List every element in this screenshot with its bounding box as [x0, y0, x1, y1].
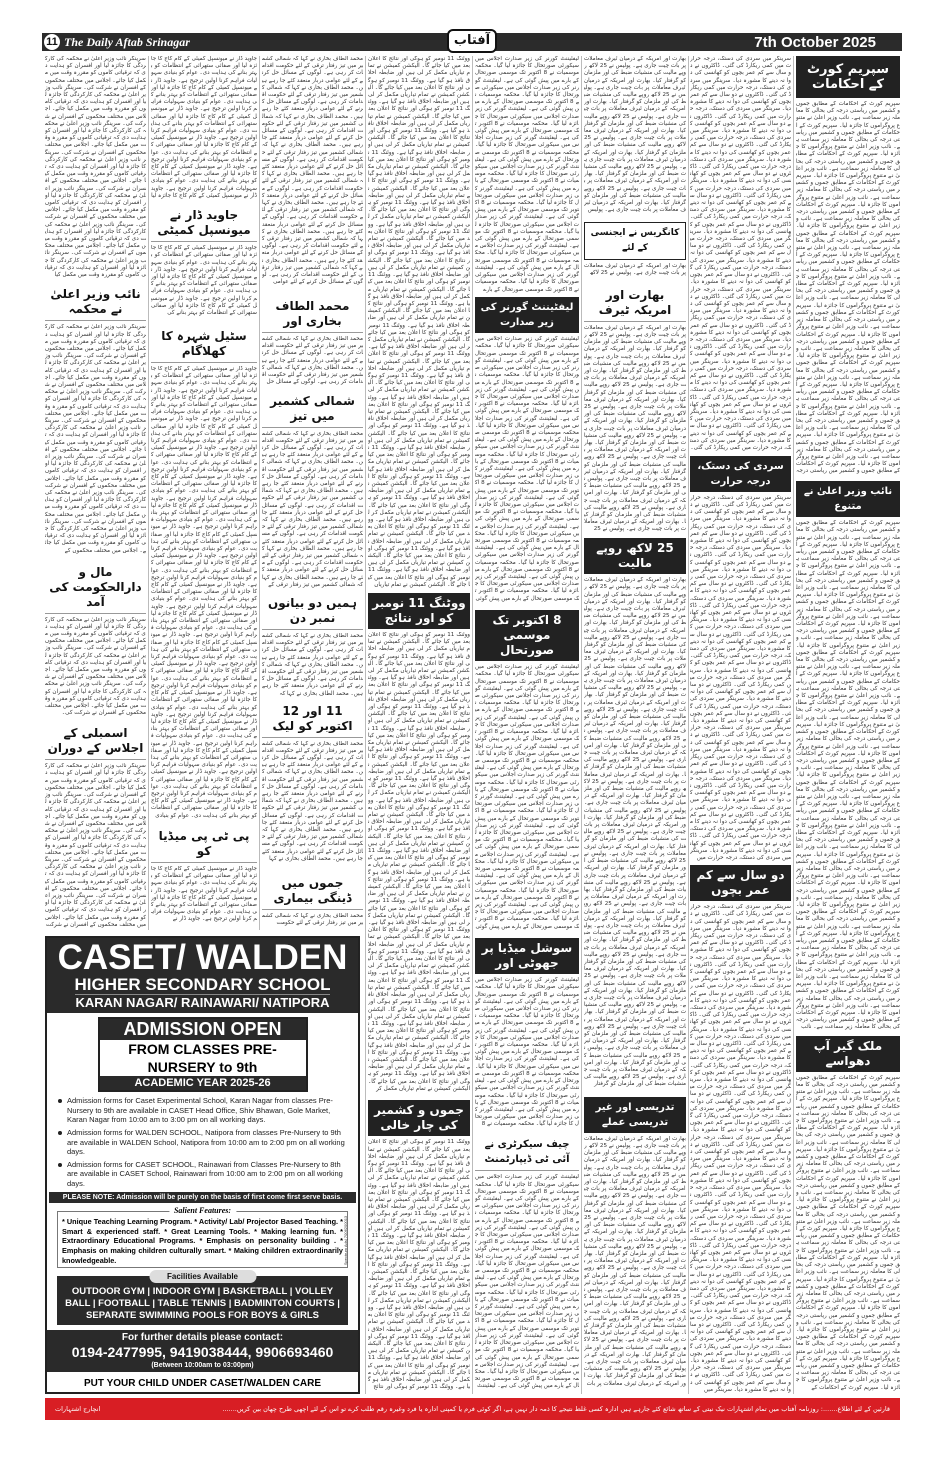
admission-info: Admission forms for CASET SCHOOL, Rainawari from Classes Pre-Nursery to 8th are available in CASET School, Rainawari from 10:00 am to 2:00 pm on all working days.	[67, 1160, 350, 1188]
ad-tagline: PUT YOUR CHILD UNDER CASET/WALDEN CARE	[83, 1377, 322, 1389]
headline[interactable]: بھارت اور امریکہ ٹیرف	[584, 285, 686, 322]
headline[interactable]: 25 لاکھ روپے مالیت	[584, 538, 686, 574]
school-advertisement[interactable]	[45, 936, 360, 1394]
column-6-text: بھارت اور امریکہ کے درمیان ٹیرف معاملات پر بات چیت جاری ہے۔ پولیس نے 25 لاکھ روپے مالیت کی منشیات ضبط کی اور ملزمان کو گرفتار کیا۔ بھارت اور امریکہ کے درمیان ٹیرف معاملات پر بات چیت جاری ہے۔ پولیس نے 25 لاکھ روپے مالیت کی منشیات ضبط کی اور ملزمان کو گرفتار کیا۔ بھارت اور امریکہ کے درمیان ٹیرف معاملات پر بات چیت جاری ہے۔ پولیس نے 25 لاکھ روپے مالیت کی منشیات ضبط کی اور ملزمان کو گرفتار کیا۔ بھارت اور امریکہ کے درمیان ٹیرف معاملات پر بات چیت جاری ہے۔ پولیس نے 25 لاکھ روپے مالیت کی منشیات ضبط کی اور ملزمان کو گرفتار کیا۔ بھارت اور امریکہ کے درمیان ٹیرف معاملات پر بات چیت جاری ہے۔ پولیس نے 25 لاکھ روپے مالیت کی منشیات ضبط کی اور ملزمان کو گرفتار کیا۔ بھارت اور امریکہ کے درمیان ٹیرف معاملات پر بات چیت جاری ہے۔ پولیس نے 25 لاکھ روپے مالیت کی منشیات ضبط کی اور ملزمان کو گرفتار کیا۔ بھارت اور امریکہ کے درمیان ٹیرف معاملات پر بات چیت جاری ہے۔ پولیس	[584, 56, 686, 214]
column-divider	[259, 56, 260, 930]
column-3-text: محمد الطاف بخاری نے کہا کہ شمالی کشمیر میں تیز رفتار ترقی کے لئے حکومت اقدامات کر رہی ہے۔ لوگوں کے مسائل حل کرنے کے لئے عوامی دربار منعقد کئے جا رہے ہیں۔ محمد الطاف بخاری نے کہا کہ شمالی کشمیر میں تیز رفتار ترقی کے لئے حکومت اقدامات کر رہی ہے۔ لوگوں کے مسائل حل کرنے کے لئے عوامی دربار منعقد کئے جا رہے ہیں۔ محمد الطاف بخاری نے کہا کہ	[262, 632, 363, 697]
column-8-text: سپریم کورٹ کے احکامات کے مطابق جموں و کشمیر میں ریاستی درجہ کی بحالی کا معاملہ زیر سماعت ہے۔ نائب وزیر اعلیٰ نے متنوع پروگراموں کا جائزہ لیا۔ سپریم کورٹ کے احکامات کے مطابق جموں و کشمیر میں ریاستی درجہ کی بحالی کا معاملہ زیر سماعت ہے۔ نائب وزیر اعلیٰ نے متنوع پروگراموں کا جائزہ لیا۔ سپریم کورٹ کے احکامات کے مطابق جموں و کشمیر میں ریاستی درجہ کی بحالی کا معاملہ زیر سماعت ہے۔ نائب وزیر اعلیٰ نے متنوع پروگراموں کا جائزہ لیا۔ سپریم کورٹ کے احکامات کے مطابق جموں و کشمیر میں ریاستی درجہ کی بحالی کا معاملہ زیر سماعت ہے۔ نائب وزیر اعلیٰ نے متنوع پروگراموں کا جائزہ لیا۔ سپریم کورٹ کے احکامات کے مطابق جموں و کشمیر میں ریاستی درجہ کی بحالی کا معاملہ زیر سماعت ہے۔ نائب وزیر اعلیٰ نے متنوع پروگراموں کا جائزہ لیا۔ سپریم کورٹ کے احکامات کے مطابق جموں و کشمیر میں ریاستی درجہ کی بحالی کا معاملہ زیر سماعت ہے۔ نائب وزیر اعلیٰ نے متنوع پروگراموں کا جائزہ لیا۔ سپریم کورٹ کے احکامات کے مطابق جموں و کشمیر میں ریاستی درجہ کی بحالی کا معاملہ زیر سماعت ہے۔ نائب وزیر اعلیٰ نے متنوع پروگراموں کا جائزہ لیا۔ سپریم کورٹ کے احکامات کے مطابق جموں و کشمیر میں ریاستی درجہ کی بحالی کا معاملہ زیر سماعت ہے۔ نائب وزیر اعلیٰ نے متنوع پروگراموں کا جائزہ لیا۔ سپریم کورٹ کے احکامات کے مطابق جموں و کشمیر میں ریاستی درجہ کی بحالی کا معاملہ زیر سماعت ہے۔ نائب وزیر اعلیٰ نے متنوع پروگراموں کا جائزہ لیا۔ سپریم کورٹ کے احکامات کے مطابق جموں و کشمیر میں ریاستی درجہ کی بحالی کا معاملہ زیر سماعت ہے۔ نائب وزیر اعلیٰ نے متنوع پروگراموں کا جائزہ لیا۔ سپریم کورٹ کے احکامات کے مطابق جموں و کشمیر میں ریاستی درجہ کی بحالی کا معاملہ زیر سماعت ہے۔ نائب وزیر اعلیٰ نے متنوع پروگراموں کا جائزہ لیا۔ سپریم کورٹ کے احکامات کے مطابق جموں و کشمیر میں ریاستی درجہ کی بحالی کا معاملہ زیر سماعت ہے۔ نائب وزیر اعلیٰ نے متنوع پروگراموں کا جائزہ لیا۔ سپریم کورٹ کے احکامات کے مطابق جموں و کشمیر میں ریاستی درجہ کی بحالی کا معاملہ زیر سماعت ہے۔ نائب وزیر اعلیٰ نے متنوع پروگراموں کا جائزہ لیا۔ سپریم کورٹ کے احکامات کے مطابق جموں و کشمیر میں ریاستی درجہ کی بحالی کا معاملہ زیر سماعت ہے۔ نائب وزیر اعلیٰ نے متنوع پروگراموں کا جائزہ لیا۔ سپریم کورٹ کے احکامات کے مطابق جموں و کشمیر میں ریاستی درجہ	[796, 101, 900, 475]
headline[interactable]: لیفٹیننٹ گورنر کی زیر صدارت	[475, 297, 579, 333]
column-5-text: لیفٹیننٹ گورنر کی زیر صدارت اجلاس میں سیکورٹی صورتحال کا جائزہ لیا گیا۔ محکمہ موسمیات نے 8 اکتوبر تک موسمی صورتحال کے بارے میں پیش گوئی کی ہے۔ لیفٹیننٹ گورنر کی زیر صدارت اجلاس میں سیکورٹی صورتحال کا جائزہ لیا گیا۔ محکمہ موسمیات نے 8 اکتوبر تک موسمی صورتحال کے بارے میں پیش گوئی کی ہے۔ لیفٹیننٹ گورنر کی زیر صدارت اجلاس میں سیکورٹی صورتحال کا جائزہ لیا گیا۔ محکمہ موسمیات نے 8 اکتوبر تک موسمی صورتحال کے بارے میں پیش گوئی کی ہے۔ لیفٹیننٹ گورنر کی زیر صدارت اجلاس میں سیکورٹی صورتحال کا جائزہ لیا گیا۔ محکمہ موسمیات نے 8 اکتوبر تک موسمی صورتحال کے بارے میں پیش گوئی کی ہے۔ لیفٹیننٹ گورنر کی زیر صدارت اجلاس میں سیکورٹی صورتحال کا جائزہ لیا گیا۔ محکمہ موسمیات نے 8 اکتوبر تک موسمی صورتحال کے بارے میں پیش گوئی کی ہے۔ لیفٹیننٹ گورنر کی زیر صدارت اجلاس میں سیکورٹی صورتحال کا جائزہ لیا گیا۔ محکمہ موسمیات نے 8 اکتوبر تک موسمی صورتحال کے بارے میں پیش گوئی کی ہے۔ لیفٹیننٹ گورنر کی زیر صدارت اجلاس میں سیکورٹی صورتحال کا جائزہ لیا گیا۔ محکمہ موسمیات نے 8 اکتوبر تک موسمی صورتحال کے بارے میں پیش گوئی کی ہے۔ لیفٹیننٹ گورنر کی زیر صدارت اجلاس میں سیکورٹی صورتحال کا جائزہ لیا گیا۔ محکمہ موسمیات نے 8 اکتوبر تک موسمی صورتحال کے بارے میں پیش گوئی کی ہے۔ لیفٹیننٹ گورنر کی زیر صدارت اجلاس میں سیکورٹی صورتحال کا جائزہ لیا گیا۔ محکمہ موسمیات نے 8 اکتوبر تک موسمی صورتحال کے بارے میں پیش گوئی کی ہے۔ لیفٹیننٹ گورنر کی زیر صدارت اجلاس میں سیکورٹی صورتحال کا جائزہ لیا گیا۔ محکمہ موسمیات نے 8 اکتوبر تک موسمی صورتحال کے بارے میں پیش گوئی	[475, 336, 579, 602]
ad-subtitle: HIGHER SECONDARY SCHOOL	[74, 975, 331, 994]
admission-info: Admission forms for WALDEN SCHOOL, Natipora from classes Pre-Nursery to 9th are available in WALDEN School, Natipora from 10:00 am to 2:00 pm on all working days.	[67, 1128, 350, 1156]
headline[interactable]: ووٹنگ 11 نومبر کو اور نتائج	[368, 593, 470, 629]
admission-box	[98, 1017, 308, 1092]
contact-box	[47, 1330, 358, 1372]
column-5-text: لیفٹیننٹ گورنر کی زیر صدارت اجلاس میں سیکورٹی صورتحال کا جائزہ لیا گیا۔ محکمہ موسمیات نے 8 اکتوبر تک موسمی صورتحال کے بارے میں پیش گوئی کی ہے۔ لیفٹیننٹ گورنر کی زیر صدارت اجلاس میں سیکورٹی صورتحال کا جائزہ لیا گیا۔ محکمہ موسمیات نے 8 اکتوبر تک موسمی صورتحال کے بارے میں پیش گوئی کی ہے۔ لیفٹیننٹ گورنر کی زیر صدارت اجلاس میں سیکورٹی صورتحال کا جائزہ لیا گیا۔ محکمہ موسمیات نے 8 اکتوبر تک موسمی صورتحال کے بارے میں پیش گوئی کی ہے۔ لیفٹیننٹ گورنر کی زیر صدارت اجلاس میں سیکورٹی صورتحال کا جائزہ لیا گیا۔ محکمہ موسمیات نے 8 اکتوبر تک موسمی صورتحال کے بارے میں پیش گوئی کی ہے۔ لیفٹیننٹ گورنر کی زیر صدارت اجلاس میں سیکورٹی صورتحال کا جائزہ لیا گیا۔ محکمہ موسمیات نے 8 اکتوبر تک موسمی صورتحال کے بارے میں پیش گوئی کی ہے۔ لیفٹیننٹ گورنر کی زیر صدارت اجلاس میں سیکورٹی صورتحال کا جائزہ لیا گیا۔ محکمہ موسمیات نے 8 اکتوبر تک موسمی صورتحال کے بارے میں پیش گوئی کی ہے۔ لیفٹیننٹ گورنر کی زیر صدارت اجلاس میں سیکورٹی صورتحال کا جائزہ لیا گیا۔ محکمہ موسمیات نے 8 اکتوبر تک موسمی صورتحال کے بارے میں پیش گوئی کی ہے۔ لیفٹیننٹ گورنر کی زیر صدارت اجلاس میں سیکورٹی صورتحال کا جائزہ لیا گیا۔ محکمہ موسمیات نے 8 اکتوبر تک موسمی صورتحال کے بارے میں پیش گوئی کی ہے۔ لیفٹیننٹ	[475, 1174, 579, 1390]
headline[interactable]: شمالی کشمیر میں تیز	[262, 391, 363, 428]
column-5	[475, 56, 579, 1394]
column-divider	[148, 56, 149, 930]
column-4-text: ووٹنگ 11 نومبر کو ہوگی اور نتائج کا اعلان بعد میں کیا جائے گا۔ الیکشن کمیشن نے تمام تیاریاں مکمل کر لی ہیں اور ضابطہ اخلاق نافذ ہو گیا ہے۔ ووٹنگ 11 نومبر کو ہوگی اور نتائج کا اعلان بعد میں کیا جائے گا۔ الیکشن کمیشن نے تمام تیاریاں مکمل کر لی ہیں اور ضابطہ اخلاق نافذ ہو گیا ہے۔ ووٹنگ 11 نومبر کو ہوگی اور نتائج کا اعلان بعد میں کیا جائے گا۔ الیکشن کمیشن نے تمام تیاریاں مکمل کر لی ہیں اور ضابطہ اخلاق نافذ ہو گیا ہے۔ ووٹنگ 11 نومبر کو ہوگی اور نتائج کا اعلان بعد میں کیا جائے گا۔ الیکشن کمیشن نے تمام تیاریاں مکمل کر لی ہیں اور ضابطہ اخلاق نافذ ہو گیا ہے۔ ووٹنگ 11 نومبر کو ہوگی اور نتائج کا اعلان بعد میں کیا جائے گا۔ الیکشن کمیشن نے تمام تیاریاں مکمل کر لی ہیں اور ضابطہ اخلاق نافذ ہو گیا ہے۔ ووٹنگ 11 نومبر کو ہوگی اور نتائج کا اعلان بعد میں کیا جائے گا۔ الیکشن کمیشن نے تمام تیاریاں مکمل کر لی ہیں اور ضابطہ اخلاق نافذ ہو گیا ہے۔ ووٹنگ 11 نومبر کو ہوگی اور نتائج کا اعلان بعد میں کیا جائے گا۔ الیکشن کمیشن نے تمام تیاریاں مکمل کر لی ہیں اور ضابطہ اخلاق نافذ ہو گیا ہے۔ ووٹنگ 11 نومبر کو ہوگی اور نتائج کا اعلان بعد میں کیا جائے گا۔ الیکشن کمیشن نے تمام تیاریاں مکمل کر لی ہیں اور ضابطہ اخلاق نافذ ہو گیا ہے۔ ووٹنگ 11 نومبر کو ہوگی اور نتائج کا اعلان بعد میں کیا جائے گا۔ الیکشن کمیشن نے تمام تیاریاں مکمل کر لی ہیں اور ضابطہ اخلاق نافذ ہو گیا ہے۔ ووٹنگ 11 نومبر کو ہوگی اور نتائج کا اعلان بعد میں کیا جائے گا۔ الیکشن کمیشن نے تمام تیاریاں مکمل کر لی ہیں اور ضابطہ اخلاق نافذ ہو گیا ہے۔ ووٹنگ 11 نومبر کو ہوگی اور نتائج	[368, 1139, 470, 1391]
column-5-text: لیفٹیننٹ گورنر کی زیر صدارت اجلاس میں سیکورٹی صورتحال کا جائزہ لیا گیا۔ محکمہ موسمیات نے 8 اکتوبر تک موسمی صورتحال کے بارے میں پیش گوئی کی ہے۔ لیفٹیننٹ گورنر کی زیر صدارت اجلاس میں سیکورٹی صورتحال کا جائزہ لیا گیا۔ محکمہ موسمیات نے 8 اکتوبر تک موسمی صورتحال کے بارے میں پیش گوئی کی ہے۔ لیفٹیننٹ گورنر کی زیر صدارت اجلاس میں سیکورٹی صورتحال کا جائزہ لیا گیا۔ محکمہ موسمیات نے 8 اکتوبر تک موسمی صورتحال کے بارے میں پیش گوئی کی ہے۔ لیفٹیننٹ گورنر کی زیر صدارت اجلاس میں سیکورٹی صورتحال کا جائزہ لیا گیا۔ محکمہ موسمیات نے 8 اکتوبر تک موسمی صورتحال کے بارے میں پیش گوئی کی ہے۔ لیفٹیننٹ گورنر کی زیر صدارت اجلاس میں سیکورٹی صورتحال کا جائزہ لیا گیا۔ محکمہ موسمیات نے 8 اکتوبر تک موسمی صورتحال کے بارے میں پیش گوئی کی ہے۔ لیفٹیننٹ گورنر کی زیر صدارت اجلاس میں سیکورٹی صورتحال کا جائزہ لیا گیا۔ محکمہ موسمیات نے 8 اکتوبر تک موسمی صورتحال کے بارے میں پیش گوئی کی ہے۔ لیفٹیننٹ گورنر کی زیر صدارت اجلاس میں سیکورٹی صورتحال کا جائزہ لیا گیا۔ محکمہ موسمیات نے 8 اکتوبر تک موسمی صورتحال کے بارے میں پیش گوئی کی ہے۔ لیفٹیننٹ گورنر کی زیر صدارت اجلاس میں سیکورٹی صورتحال کا جائزہ لیا گیا۔ محکمہ موسمیات نے 8 اکتوبر تک موسمی صورتحال کے بارے میں پیش گوئی کی ہے۔ لیفٹیننٹ گورنر کی زیر صدارت اجلاس میں سیکورٹی صورتحال کا جائزہ لیا گیا۔ محکمہ موسمیات نے 8 اکتوبر تک موسمی صورتحال کے بارے	[475, 56, 579, 293]
headline[interactable]: دو سال سے کم عمر بچوں	[690, 865, 791, 901]
column-1	[45, 56, 146, 930]
headline[interactable]: اسمبلی کے اجلاس کے دوران	[45, 723, 146, 760]
column-2-text: جاوید ڈار نے میونسپل کمیٹی کے کام کاج کا جائزہ لیا اور صفائی ستھرائی کے انتظامات کو بہتر بنانے کی ہدایت دی۔ عوام کو بنیادی سہولیات فراہم کرنا اولین ترجیح ہے۔ جاوید ڈار نے میونسپل کمیٹی کے کام کاج کا جائزہ لیا اور صفائی ستھرائی کے انتظامات کو بہتر بنانے کی ہدایت دی۔ عوام کو بنیادی سہولیات فراہم کرنا اولین ترجیح ہے۔ جاوید ڈار نے میونسپل کمیٹی کے کام کاج کا جائزہ لیا اور صفائی ستھرائی کے انتظامات کو بہتر بنانے کی	[151, 245, 257, 317]
headline[interactable]: چیف سیکرٹری نے آئی ٹی ڈیپارٹمنٹ	[475, 1134, 579, 1171]
column-7-text: سرینگر میں سردی کی دستک، درجہ حرارت میں کمی ریکارڈ کی گئی۔ ڈاکٹروں نے دو سال سے کم عمر بچوں کو کھانسی کی دوا نہ دینے کا مشورہ دیا۔ سرینگر میں سردی کی دستک، درجہ حرارت میں کمی ریکارڈ کی گئی۔ ڈاکٹروں نے دو سال سے کم عمر بچوں کو کھانسی کی دوا نہ دینے کا مشورہ دیا۔ سرینگر میں سردی کی دستک، درجہ حرارت میں کمی ریکارڈ کی گئی۔ ڈاکٹروں نے دو سال سے کم عمر بچوں کو کھانسی کی دوا نہ دینے کا مشورہ دیا۔ سرینگر میں سردی کی دستک، درجہ حرارت میں کمی ریکارڈ کی گئی۔ ڈاکٹروں نے دو سال سے کم عمر بچوں کو کھانسی کی دوا نہ دینے کا مشورہ دیا۔ سرینگر میں سردی کی دستک، درجہ حرارت میں کمی ریکارڈ کی گئی۔ ڈاکٹروں نے دو سال سے کم عمر بچوں کو کھانسی کی دوا نہ دینے کا مشورہ دیا۔ سرینگر میں سردی کی دستک، درجہ حرارت میں کمی ریکارڈ کی گئی۔ ڈاکٹروں نے دو سال سے کم عمر بچوں کو کھانسی کی دوا نہ دینے کا مشورہ دیا۔ سرینگر میں سردی کی دستک، درجہ حرارت میں کمی ریکارڈ کی گئی۔ ڈاکٹروں نے دو سال سے کم عمر بچوں کو کھانسی کی دوا نہ دینے کا مشورہ دیا۔ سرینگر میں سردی کی دستک، درجہ حرارت میں کمی ریکارڈ کی گئی۔ ڈاکٹروں نے دو سال سے کم عمر بچوں کو کھانسی کی دوا نہ دینے کا مشورہ دیا۔ سرینگر میں سردی کی دستک، درجہ حرارت میں کمی ریکارڈ کی گئی۔ ڈاکٹروں نے دو سال سے کم عمر بچوں کو کھانسی کی دوا نہ دینے کا مشورہ دیا۔ سرینگر میں سردی کی دستک، درجہ حرارت میں کمی ریکارڈ کی گئی۔ ڈاکٹروں نے دو سال سے کم عمر بچوں کو کھانسی کی دوا نہ دینے کا مشورہ دیا۔ سرینگر میں سردی کی دستک، درجہ حرارت میں کمی ریکارڈ کی گئی۔ ڈاکٹروں نے دو سال سے کم عمر بچوں کو کھانسی کی دوا نہ دینے کا مشورہ دیا۔ سرینگر میں سردی کی دستک، درجہ حرارت میں کمی ریکارڈ کی گئی۔ ڈاکٹروں نے دو سال سے کم عمر بچوں کو کھانسی کی دوا نہ دینے کا مشورہ دیا۔ سرینگر میں سردی کی دستک، درجہ حرارت میں کمی ریکارڈ کی گئی۔ ڈاکٹروں نے دو سال سے کم عمر بچوں کو کھانسی کی دوا نہ دینے کا مشورہ دیا۔ سرینگر میں سردی کی دستک، درجہ حرارت میں کمی ریکارڈ کی گئی۔ ڈاکٹروں نے دو سال سے کم عمر بچوں کو کھانسی کی دوا نہ دینے کا مشورہ دیا۔ سرینگر میں سردی کی دستک، درجہ حرارت میں	[690, 494, 791, 861]
column-4-text: ووٹنگ 11 نومبر کو ہوگی اور نتائج کا اعلان بعد میں کیا جائے گا۔ الیکشن کمیشن نے تمام تیاریاں مکمل کر لی ہیں اور ضابطہ اخلاق نافذ ہو گیا ہے۔ ووٹنگ 11 نومبر کو ہوگی اور نتائج کا اعلان بعد میں کیا جائے گا۔ الیکشن کمیشن نے تمام تیاریاں مکمل کر لی ہیں اور ضابطہ اخلاق نافذ ہو گیا ہے۔ ووٹنگ 11 نومبر کو ہوگی اور نتائج کا اعلان بعد میں کیا جائے گا۔ الیکشن کمیشن نے تمام تیاریاں مکمل کر لی ہیں اور ضابطہ اخلاق نافذ ہو گیا ہے۔ ووٹنگ 11 نومبر کو ہوگی اور نتائج کا اعلان بعد میں کیا جائے گا۔ الیکشن کمیشن نے تمام تیاریاں مکمل کر لی ہیں اور ضابطہ اخلاق نافذ ہو گیا ہے۔ ووٹنگ 11 نومبر کو ہوگی اور نتائج کا اعلان بعد میں کیا جائے گا۔ الیکشن کمیشن نے تمام تیاریاں مکمل کر لی ہیں اور ضابطہ اخلاق نافذ ہو گیا ہے۔ ووٹنگ 11 نومبر کو ہوگی اور نتائج کا اعلان بعد میں کیا جائے گا۔ الیکشن کمیشن نے تمام تیاریاں مکمل کر لی ہیں اور ضابطہ اخلاق نافذ ہو گیا ہے۔ ووٹنگ 11 نومبر کو ہوگی اور نتائج کا اعلان بعد میں کیا جائے گا۔ الیکشن کمیشن نے تمام تیاریاں مکمل کر لی ہیں اور ضابطہ اخلاق نافذ ہو گیا ہے۔ ووٹنگ 11 نومبر کو ہوگی اور نتائج کا اعلان بعد میں کیا جائے گا۔ الیکشن کمیشن نے تمام تیاریاں مکمل کر لی ہیں اور ضابطہ اخلاق نافذ ہو گیا ہے۔ ووٹنگ 11 نومبر کو ہوگی اور نتائج کا اعلان بعد میں کیا جائے گا۔ الیکشن کمیشن نے تمام تیاریاں مکمل کر لی ہیں اور ضابطہ اخلاق نافذ ہو گیا ہے۔ ووٹنگ 11 نومبر کو ہوگی اور نتائج کا اعلان بعد میں کیا جائے گا۔ الیکشن کمیشن نے تمام تیاریاں مکمل کر لی ہیں اور ضابطہ اخلاق نافذ ہو گیا ہے۔ ووٹنگ 11 نومبر کو ہوگی اور نتائج کا اعلان بعد میں کیا جائے گا۔ الیکشن کمیشن نے تمام تیاریاں مکمل کر لی ہیں اور ضابطہ اخلاق نافذ ہو گیا ہے۔ ووٹنگ 11 نومبر کو ہوگی اور نتائج کا اعلان بعد میں کیا جائے گا۔ الیکشن کمیشن نے تمام تیاریاں مکمل کر لی ہیں اور ضابطہ اخلاق نافذ ہو گیا ہے۔ ووٹنگ 11 نومبر کو ہوگی اور نتائج کا اعلان بعد میں کیا جائے گا۔ الیکشن کمیشن نے تمام تیاریاں مکمل کر لی ہیں اور ضابطہ اخلاق نافذ ہو گیا ہے۔ ووٹنگ 11 نومبر کو ہوگی اور نتائج کا اعلان بعد میں کیا جائے گا۔ الیکشن کمیشن نے تمام تیاریاں مکمل کر لی ہیں اور ضابطہ اخلاق نافذ ہو گیا ہے۔ ووٹنگ 11 نومبر کو ہوگی اور نتائج کا اعلان بعد میں کیا جائے گا۔ الیکشن کمیشن نے تمام تیاریاں مکمل کر لی ہیں اور ضابطہ اخلاق نافذ ہو گیا ہے۔ ووٹنگ 11 نومبر کو ہوگی اور نتائج کا اعلان بعد میں کیا جائے گا۔ الیکشن کمیشن نے تمام تیاریاں مکمل کر لی ہیں اور ضابطہ اخلاق نافذ ہو گیا ہے۔ ووٹنگ 11 نومبر کو ہوگی اور نتائج کا اعلان بعد میں کیا جائے گا۔ الیکشن کمیشن نے تمام تیاریاں مکمل کر لی ہیں اور ضابطہ اخلاق نافذ ہو گیا ہے۔ ووٹنگ 11 نومبر کو ہوگی اور نتائج کا اعلان بعد میں کیا جائے گا۔ الیکشن کمیشن نے تمام تیاریاں مکمل کر لی ہیں اور ضابطہ اخلاق نافذ ہو گیا ہے۔ ووٹنگ 11 نومبر کو ہوگی اور نتائج کا اعلان بعد میں کیا جائے گا۔ الیکشن کمیشن نے تمام تیاریاں مکمل کر	[368, 631, 470, 1092]
column-3-text: محمد الطاف بخاری نے کہا کہ شمالی کشمیر میں تیز رفتار ترقی کے لئے حکومت اقدامات کر رہی ہے۔ لوگوں کے مسائل حل کرنے کے لئے عوامی دربار منعقد کئے جا رہے ہیں۔ محمد الطاف بخاری نے کہا کہ شمالی کشمیر میں تیز رفتار ترقی کے لئے حکومت اقدامات کر رہی ہے۔ لوگوں کے مسائل حل کرنے کے لئے عوامی دربار منعقد کئے جا رہے ہیں۔ محمد الطاف بخاری نے کہا کہ شمالی کشمیر میں تیز رفتار ترقی کے لئے حکومت اقدامات کر رہی ہے۔ لوگوں کے مسائل حل کرنے کے لئے عوامی دربار منعقد کئے جا رہے ہیں۔ محمد الطاف بخاری نے کہا کہ شمالی کشمیر میں تیز رفتار ترقی کے لئے حکومت اقدامات کر رہی ہے۔ لوگوں کے مسائل حل کرنے کے لئے عوامی دربار منعقد کئے جا رہے ہیں۔ محمد الطاف بخاری نے کہا کہ شمالی کشمیر میں تیز رفتار ترقی کے لئے حکومت اقدامات کر رہی ہے۔ لوگوں کے مسائل حل کرنے کے لئے عوامی دربار منعقد کئے جا رہے ہیں۔ محمد الطاف بخاری نے کہا کہ شمالی کشمیر میں تیز رفتار ترقی کے لئے حکومت اقدامات کر رہی ہے۔ لوگوں کے مسائل حل کرنے کے لئے عوامی دربار منعقد کئے جا رہے ہیں۔ محمد الطاف بخاری نے کہا کہ شمالی کشمیر میں تیز رفتار ترقی کے لئے حکومت اقدامات کر رہی ہے۔ لوگوں کے مسائل حل کرنے کے لئے عوامی دربار منعقد کئے جا رہے ہیں۔ محمد الطاف بخاری نے کہا کہ شمالی کشمیر میں تیز رفتار ترقی کے لئے حکومت اقدامات کر رہی ہے۔ لوگوں کے مسائل حل کرنے کے لئے عوامی	[262, 56, 363, 286]
headline[interactable]: ملک گیر آپ دھواسے	[796, 1036, 900, 1072]
headline[interactable]: سپریم کورٹ کے احکامات	[796, 56, 900, 98]
issue-date: 7th October 2025	[754, 34, 876, 51]
facilities-title: Facilities Available	[149, 1270, 256, 1283]
column-3-text: محمد الطاف بخاری نے کہا کہ شمالی کشمیر میں تیز رفتار ترقی کے لئے حکومت اقدامات کر رہی ہے۔ لوگوں کے مسائل حل کرنے کے لئے عوامی دربار منعقد کئے جا رہے ہیں۔ محمد الطاف بخاری نے کہا کہ شمالی کشمیر میں تیز رفتار ترقی کے لئے حکومت اقدامات کر رہی ہے۔ لوگوں کے مسائل حل کرنے کے لئے عوامی دربار منعقد کئے جا رہے ہیں۔ محمد الطاف بخاری نے کہا کہ شمالی کشمیر میں تیز رفتار ترقی کے لئے حکومت اقدامات کر رہی ہے۔ لوگوں کے مسائل حل کرنے کے لئے عوامی دربار منعقد کئے جا رہے ہیں۔ محمد الطاف بخاری نے کہا کہ شمالی کشمیر میں تیز رفتار ترقی کے لئے حکومت اقدامات کر رہی ہے۔ لوگوں کے مسائل حل کرنے کے لئے عوامی دربار منعقد کئے جا رہے ہیں۔ محمد الطاف بخاری نے کہا	[262, 740, 363, 862]
column-4	[368, 56, 470, 1394]
headline[interactable]: ہمیں دو بیانوں نمبر دن	[262, 593, 363, 630]
ad-school-name: CASET/ WALDEN	[57, 938, 348, 977]
masthead-bar	[42, 33, 902, 51]
column-divider	[581, 56, 582, 1394]
column-7-text: سرینگر میں سردی کی دستک، درجہ حرارت میں کمی ریکارڈ کی گئی۔ ڈاکٹروں نے دو سال سے کم عمر بچوں کو کھانسی کی دوا نہ دینے کا مشورہ دیا۔ سرینگر میں سردی کی دستک، درجہ حرارت میں کمی ریکارڈ کی گئی۔ ڈاکٹروں نے دو سال سے کم عمر بچوں کو کھانسی کی دوا نہ دینے کا مشورہ دیا۔ سرینگر میں سردی کی دستک، درجہ حرارت میں کمی ریکارڈ کی گئی۔ ڈاکٹروں نے دو سال سے کم عمر بچوں کو کھانسی کی دوا نہ دینے کا مشورہ دیا۔ سرینگر میں سردی کی دستک، درجہ حرارت میں کمی ریکارڈ کی گئی۔ ڈاکٹروں نے دو سال سے کم عمر بچوں کو کھانسی کی دوا نہ دینے کا مشورہ دیا۔ سرینگر میں سردی کی دستک، درجہ حرارت میں کمی ریکارڈ کی گئی۔ ڈاکٹروں نے دو سال سے کم عمر بچوں کو کھانسی کی دوا نہ دینے کا مشورہ دیا۔ سرینگر میں سردی کی دستک، درجہ حرارت میں کمی ریکارڈ کی گئی۔ ڈاکٹروں نے دو سال سے کم عمر بچوں کو کھانسی کی دوا نہ دینے کا مشورہ دیا۔ سرینگر میں سردی کی دستک، درجہ حرارت میں کمی ریکارڈ کی گئی۔ ڈاکٹروں نے دو سال سے کم عمر بچوں کو کھانسی کی دوا نہ دینے کا مشورہ دیا۔ سرینگر میں سردی کی دستک، درجہ حرارت میں کمی ریکارڈ کی گئی۔ ڈاکٹروں نے دو سال سے کم عمر بچوں کو کھانسی کی دوا نہ دینے کا مشورہ دیا۔ سرینگر میں سردی کی دستک، درجہ حرارت میں کمی ریکارڈ کی گئی۔ ڈاکٹروں نے دو سال سے کم عمر بچوں کو کھانسی کی دوا نہ دینے کا مشورہ دیا۔ سرینگر میں سردی کی دستک، درجہ حرارت میں کمی ریکارڈ کی گئی۔ ڈاکٹروں نے دو سال سے کم عمر بچوں کو کھانسی کی دوا نہ دینے کا مشورہ دیا۔ سرینگر میں سردی کی دستک، درجہ حرارت میں کمی ریکارڈ کی گئی۔ ڈاکٹروں نے دو سال سے کم عمر بچوں کو کھانسی کی دوا نہ دینے کا مشورہ دیا۔ سرینگر میں سردی کی دستک، درجہ حرارت میں کمی ریکارڈ کی گئی۔ ڈاکٹروں نے دو سال سے کم عمر بچوں کو کھانسی کی دوا نہ دینے کا مشورہ دیا۔ سرینگر میں سردی کی دستک، درجہ حرارت میں کمی ریکارڈ کی گئی۔ ڈاکٹروں نے دو سال سے کم عمر بچوں کو کھانسی کی دوا نہ دینے کا مشورہ دیا۔ سرینگر میں سردی کی دستک، درجہ حرارت میں کمی ریکارڈ کی گئی۔ ڈاکٹروں نے دو سال سے کم عمر بچوں کو کھانسی کی دوا نہ دینے کا مشورہ دیا۔ سرینگر میں سردی کی دستک، درجہ حرارت میں کمی ریکارڈ کی گئی۔ ڈاکٹروں نے دو سال سے کم عمر بچوں کو کھانسی کی دوا نہ دینے کا مشورہ دیا۔ سرینگر میں سردی کی دستک، درجہ حرارت میں کمی ریکارڈ کی گئی۔	[690, 56, 791, 451]
column-7	[690, 56, 791, 1394]
column-6-text: بھارت اور امریکہ کے درمیان ٹیرف معاملات پر بات چیت جاری ہے۔ پولیس نے 25 لاکھ روپے مالیت کی منشیات ضبط کی اور ملزمان کو گرفتار کیا۔ بھارت اور امریکہ کے درمیان ٹیرف معاملات پر بات چیت جاری ہے۔ پولیس نے 25 لاکھ روپے مالیت کی منشیات ضبط کی اور ملزمان کو گرفتار کیا۔ بھارت اور امریکہ کے درمیان ٹیرف معاملات پر بات چیت جاری ہے۔ پولیس نے 25 لاکھ روپے مالیت کی منشیات ضبط کی اور ملزمان کو گرفتار کیا۔ بھارت اور امریکہ کے درمیان ٹیرف معاملات پر بات چیت جاری ہے۔ پولیس نے 25 لاکھ روپے مالیت کی منشیات ضبط کی اور ملزمان کو گرفتار کیا۔ بھارت اور امریکہ کے درمیان ٹیرف معاملات پر بات چیت جاری ہے۔ پولیس نے 25 لاکھ روپے مالیت کی منشیات ضبط کی اور ملزمان کو گرفتار کیا۔ بھارت اور امریکہ کے درمیان ٹیرف معاملات پر بات چیت جاری ہے۔ پولیس نے 25 لاکھ روپے مالیت کی منشیات ضبط کی اور ملزمان کو گرفتار کیا۔ بھارت اور امریکہ کے درمیان ٹیرف معاملات پر بات چیت جاری ہے۔ پولیس نے 25 لاکھ روپے مالیت کی منشیات ضبط کی اور ملزمان کو گرفتار کیا۔ بھارت اور امریکہ کے درمیان ٹیرف معاملات پر بات چیت جاری ہے۔ پولیس نے 25 لاکھ روپے مالیت کی منشیات ضبط کی اور ملزمان کو گرفتار کیا۔ بھارت اور امریکہ کے درمیان ٹیرف معاملات پر بات چیت جاری ہے۔ پولیس نے 25 لاکھ روپے مالیت کی منشیات ضبط کی اور ملزمان کو گرفتار کیا۔ بھارت اور امریکہ کے درمیان ٹیرف معاملات پر بات چیت جاری ہے۔ پولیس نے 25 لاکھ روپے مالیت کی منشیات ضبط کی اور ملزمان کو گرفتار کیا۔ بھارت اور امریکہ کے درمیان ٹیرف معاملات پر بات	[584, 1135, 686, 1387]
salient-features	[57, 1206, 348, 1268]
column-5-text: لیفٹیننٹ گورنر کی زیر صدارت اجلاس میں سیکورٹی صورتحال کا جائزہ لیا گیا۔ محکمہ موسمیات نے 8 اکتوبر تک موسمی صورتحال کے بارے میں پیش گوئی کی ہے۔ لیفٹیننٹ گورنر کی زیر صدارت اجلاس میں سیکورٹی صورتحال کا جائزہ لیا گیا۔ محکمہ موسمیات نے 8 اکتوبر تک موسمی صورتحال کے بارے میں پیش گوئی کی ہے۔ لیفٹیننٹ گورنر کی زیر صدارت اجلاس میں سیکورٹی صورتحال کا جائزہ لیا گیا۔ محکمہ موسمیات نے 8 اکتوبر تک موسمی صورتحال کے بارے میں پیش گوئی کی ہے۔ لیفٹیننٹ گورنر کی زیر صدارت اجلاس میں سیکورٹی صورتحال کا جائزہ لیا گیا۔ محکمہ موسمیات نے 8 اکتوبر تک موسمی صورتحال کے بارے میں پیش گوئی کی ہے۔ لیفٹیننٹ گورنر کی زیر صدارت اجلاس میں سیکورٹی صورتحال کا جائزہ لیا گیا۔ محکمہ موسمیات نے 8 اکتوبر تک موسمی صورتحال کے بارے میں پیش گوئی کی ہے۔ لیفٹیننٹ گورنر کی زیر صدارت اجلاس میں سیکورٹی صورتحال کا جائزہ لیا گیا۔ محکمہ موسمیات نے 8 اکتوبر تک موسمی صورتحال کے بارے میں پیش گوئی کی ہے۔ لیفٹیننٹ گورنر کی زیر صدارت اجلاس میں سیکورٹی صورتحال کا جائزہ لیا گیا۔ محکمہ موسمیات نے 8 اکتوبر تک موسمی صورتحال کے بارے میں پیش گوئی کی ہے۔ لیفٹیننٹ گورنر کی زیر صدارت اجلاس میں سیکورٹی صورتحال کا جائزہ لیا گیا۔ محکمہ موسمیات نے 8 اکتوبر تک موسمی صورتحال کے بارے میں پیش گوئی کی ہے۔ لیفٹیننٹ گورنر کی زیر صدارت اجلاس میں سیکورٹی صورتحال کا جائزہ لیا گیا۔ محکمہ موسمیات نے 8 اکتوبر تک موسمی صورتحال کے بارے میں پیش گوئی کی ہے۔ لیفٹیننٹ گورنر کی زیر صدارت اجلاس میں سیکورٹی صورتحال کا جائزہ لیا گیا۔ محکمہ موسمیات نے 8 اکتوبر تک موسمی صورتحال کے بارے میں پیش گوئی	[475, 664, 579, 930]
headline[interactable]: سوشل میڈیا پر جھوٹی اور	[475, 938, 579, 974]
column-2-text: جاوید ڈار نے میونسپل کمیٹی کے کام کاج کا جائزہ لیا اور صفائی ستھرائی کے انتظامات کو بہتر بنانے کی ہدایت دی۔ عوام کو بنیادی سہولیات فراہم کرنا اولین ترجیح ہے۔ جاوید ڈار نے میونسپل کمیٹی کے کام کاج کا جائزہ لیا اور صفائی ستھرائی کے انتظامات کو بہتر بنانے کی ہدایت دی۔ عوام کو بنیادی سہولیات فراہم کرنا اولین ترجیح ہے۔ جاوید ڈار نے میونسپل کمیٹی کے کام کاج کا جائزہ لیا اور صفائی ستھرائی کے انتظامات کو بہتر بنانے کی ہدایت دی۔ عوام کو بنیادی سہولیات فراہم کرنا اولین ترجیح ہے۔ جاوید ڈار نے میونسپل کمیٹی کے کام کاج کا جائزہ لیا اور صفائی ستھرائی کے انتظامات کو بہتر بنانے کی ہدایت دی۔ عوام کو بنیادی سہولیات فراہم کرنا اولین ترجیح ہے۔ جاوید ڈار نے میونسپل کمیٹی کے کام کاج کا جائزہ لیا اور صفائی ستھرائی کے انتظامات کو بہتر بنانے کی ہدایت دی۔ عوام کو بنیادی سہولیات فراہم کرنا اولین ترجیح ہے۔ جاوید ڈار نے میونسپل کمیٹی کے کام کاج کا جائزہ لیا اور صفائی ستھرائی کے انتظامات کو بہتر بنانے کی ہدایت دی۔ عوام کو بنیادی سہولیات فراہم کرنا اولین ترجیح ہے۔ جاوید ڈار نے میونسپل کمیٹی کے کام کاج کا جائزہ لیا اور صفائی ستھرائی کے انتظامات کو بہتر بنانے کی ہدایت دی۔ عوام کو بنیادی سہولیات فراہم کرنا اولین ترجیح ہے۔ جاوید ڈار نے میونسپل کمیٹی کے کام کاج کا جائزہ لیا اور صفائی ستھرائی کے انتظامات کو بہتر بنانے کی ہدایت دی۔ عوام کو بنیادی سہولیات فراہم کرنا اولین ترجیح ہے۔ جاوید ڈار نے میونسپل کمیٹی کے کام کاج کا جائزہ لیا اور صفائی ستھرائی کے انتظامات کو بہتر بنانے کی ہدایت دی۔ عوام کو بنیادی سہولیات فراہم کرنا اولین ترجیح ہے۔ جاوید ڈار نے میونسپل کمیٹی کے کام کاج کا جائزہ لیا اور صفائی ستھرائی کے انتظامات کو بہتر بنانے کی ہدایت دی۔ عوام کو بنیادی سہولیات فراہم کرنا اولین ترجیح ہے۔ جاوید ڈار نے میونسپل کمیٹی کے کام کاج کا جائزہ لیا اور صفائی ستھرائی کے انتظامات کو بہتر بنانے کی ہدایت دی۔ عوام کو بنیادی سہولیات فراہم کرنا اولین ترجیح ہے۔ جاوید ڈار نے میونسپل کمیٹی کے کام کاج کا جائزہ لیا اور صفائی ستھرائی کے انتظامات کو بہتر بنانے کی ہدایت دی۔ عوام کو بنیادی سہولیات فراہم کرنا اولین ترجیح ہے۔ جاوید ڈار نے میونسپل کمیٹی کے کام کاج کا جائزہ لیا اور صفائی ستھرائی کے انتظامات کو بہتر بنانے کی ہدایت دی۔ عوام کو بنیادی سہولیات فراہم کرنا اولین ترجیح ہے۔ جاوید ڈار نے میونسپل کمیٹی کے کام کاج کا جائزہ لیا اور صفائی ستھرائی کے انتظامات کو بہتر بنانے کی ہدایت دی۔ عوام کو بنیادی سہولیات فراہم کرنا اولین ترجیح ہے۔ جاوید ڈار نے میونسپل کمیٹی کے کام کاج کا جائزہ لیا اور صفائی ستھرائی کے انتظامات کو بہتر بنانے کی ہدایت دی۔ عوام کو بنیادی سہولیات فراہم کرنا اولین ترجیح ہے۔ جاوید ڈار نے میونسپل کمیٹی کے کام کاج کا جائزہ لیا اور صفائی ستھرائی کے انتظامات کو بہتر بنانے کی ہدایت دی۔ عوام کو بنیادی سہولیات فراہم کرنا اولین ترجیح ہے۔ جاوید ڈار نے میونسپل کمیٹی کے کام کاج کا جائزہ لیا اور صفائی ستھرائی کے انتظامات کو بہتر بنانے کی ہدایت دی۔ عوام کو بنیادی	[151, 365, 257, 819]
headline[interactable]: نائب وزیر اعلیٰ نے محکمہ	[45, 284, 146, 321]
headline[interactable]: تدریسی اور غیر تدریسی عملے	[584, 1097, 686, 1133]
column-2	[151, 56, 257, 930]
facilities	[57, 1272, 348, 1325]
footer-notice	[45, 1398, 900, 1420]
salient-text: * Unique Teaching Learning Program. * Activity/ Lab/ Projector Based Teaching. * Smart & experienced staff. * Great Learning Tools. * Making learning fun. * Extraordinary Educational Programs. * Emphasis on personality building . * Emphasis on making children culturally smart. * Making children extraordinarily knowledgeable.	[62, 1217, 343, 1265]
column-3	[262, 56, 363, 930]
column-divider	[365, 56, 366, 1394]
column-7-text: سرینگر میں سردی کی دستک، درجہ حرارت میں کمی ریکارڈ کی گئی۔ ڈاکٹروں نے دو سال سے کم عمر بچوں کو کھانسی کی دوا نہ دینے کا مشورہ دیا۔ سرینگر میں سردی کی دستک، درجہ حرارت میں کمی ریکارڈ کی گئی۔ ڈاکٹروں نے دو سال سے کم عمر بچوں کو کھانسی کی دوا نہ دینے کا مشورہ دیا۔ سرینگر میں سردی کی دستک، درجہ حرارت میں کمی ریکارڈ کی گئی۔ ڈاکٹروں نے دو سال سے کم عمر بچوں کو کھانسی کی دوا نہ دینے کا مشورہ دیا۔ سرینگر میں سردی کی دستک، درجہ حرارت میں کمی ریکارڈ کی گئی۔ ڈاکٹروں نے دو سال سے کم عمر بچوں کو کھانسی کی دوا نہ دینے کا مشورہ دیا۔ سرینگر میں سردی کی دستک، درجہ حرارت میں کمی ریکارڈ کی گئی۔ ڈاکٹروں نے دو سال سے کم عمر بچوں کو کھانسی کی دوا نہ دینے کا مشورہ دیا۔ سرینگر میں سردی کی دستک، درجہ حرارت میں کمی ریکارڈ کی گئی۔ ڈاکٹروں نے دو سال سے کم عمر بچوں کو کھانسی کی دوا نہ دینے کا مشورہ دیا۔ سرینگر میں سردی کی دستک، درجہ حرارت میں کمی ریکارڈ کی گئی۔ ڈاکٹروں نے دو سال سے کم عمر بچوں کو کھانسی کی دوا نہ دینے کا مشورہ دیا۔ سرینگر میں سردی کی دستک، درجہ حرارت میں کمی ریکارڈ کی گئی۔ ڈاکٹروں نے دو سال سے کم عمر بچوں کو کھانسی کی دوا نہ دینے کا مشورہ دیا۔ سرینگر میں سردی کی دستک، درجہ حرارت میں کمی ریکارڈ کی گئی۔ ڈاکٹروں نے دو سال سے کم عمر بچوں کو کھانسی کی دوا نہ دینے کا مشورہ دیا۔ سرینگر میں سردی کی دستک، درجہ حرارت میں کمی ریکارڈ کی گئی۔ ڈاکٹروں نے دو سال سے کم عمر بچوں کو کھانسی کی دوا نہ دینے کا مشورہ دیا۔ سرینگر میں سردی کی دستک، درجہ حرارت میں کمی ریکارڈ کی گئی۔ ڈاکٹروں نے دو سال سے کم عمر بچوں کو کھانسی کی دوا نہ دینے کا مشورہ دیا۔ سرینگر میں سردی کی دستک، درجہ حرارت میں کمی ریکارڈ کی گئی۔ ڈاکٹروں نے دو سال سے کم عمر بچوں کو کھانسی کی دوا نہ دینے کا مشورہ دیا۔ سرینگر میں سردی کی دستک، درجہ حرارت میں کمی ریکارڈ کی گئی۔ ڈاکٹروں نے دو سال سے کم عمر بچوں کو کھانسی کی دوا نہ دینے کا مشورہ دیا۔ سرینگر میں سردی کی دستک، درجہ حرارت میں کمی ریکارڈ کی گئی۔ ڈاکٹروں نے دو سال سے کم عمر بچوں کو کھانسی کی دوا نہ دینے کا مشورہ دیا۔ سرینگر میں سردی کی دستک، درجہ حرارت میں کمی ریکارڈ کی گئی۔ ڈاکٹروں نے دو سال سے کم عمر بچوں کو کھانسی کی دوا نہ دینے کا مشورہ دیا۔ سرینگر میں سردی کی دستک، درجہ حرارت میں کمی ریکارڈ کی گئی۔ ڈاکٹروں نے دو سال سے کم عمر بچوں کو کھانسی کی دوا نہ دینے کا مشورہ دیا۔ سرینگر میں سردی کی دستک، درجہ حرارت میں کمی ریکارڈ کی گئی۔ ڈاکٹروں نے دو سال سے کم عمر بچوں کو کھانسی کی دوا نہ دینے کا مشورہ دیا۔ سرینگر میں سردی کی دستک، درجہ حرارت میں کمی ریکارڈ کی گئی۔ ڈاکٹروں نے دو سال سے کم عمر بچوں کو کھانسی کی دوا نہ دینے کا مشورہ دیا۔ سرینگر میں سردی کی دستک، درجہ حرارت میں کمی ریکارڈ کی گئی۔ ڈاکٹروں نے دو سال سے کم عمر بچوں کو کھانسی کی دوا نہ دینے کا مشورہ دیا۔ سرینگر میں	[690, 904, 791, 1393]
headline[interactable]: پی ٹی پی میڈیا کو	[151, 826, 257, 863]
column-8	[796, 56, 900, 1394]
ad-code: Spectrum Ads| 7006200013	[342, 1215, 348, 1266]
contact-hours: (Between 10:00am to 03:00pm)	[151, 1361, 254, 1369]
column-3-text: محمد الطاف بخاری نے کہا کہ شمالی کشمیر میں تیز رفتار ترقی کے لئے حکومت اقدامات کر رہی ہے۔ لوگوں کے مسائل حل کرنے کے لئے عوامی دربار منعقد کئے جا رہے ہیں۔ محمد الطاف بخاری نے کہا کہ شمالی کشمیر میں تیز رفتار ترقی کے لئے حکومت اقدامات کر رہی ہے۔ لوگوں کے مسائل حل کرنے کے لئے عوامی دربار منعقد کئے جا رہے ہیں۔ محمد الطاف بخاری نے کہا کہ شمالی کشمیر میں تیز رفتار ترقی کے لئے حکومت اقدامات کر رہی ہے۔ لوگوں کے مسائل حل کرنے کے لئے عوامی دربار منعقد کئے جا رہے ہیں۔ محمد الطاف بخاری نے کہا کہ شمالی کشمیر میں تیز رفتار ترقی کے لئے حکومت اقدامات کر رہی ہے۔ لوگوں کے مسائل حل کرنے کے لئے عوامی دربار منعقد کئے جا رہے ہیں۔ محمد الطاف بخاری نے کہا کہ شمالی کشمیر میں تیز رفتار ترقی کے لئے حکومت اقدامات کر رہی ہے۔ لوگوں کے مسائل حل کرنے کے لئے عوامی دربار منعقد کئے جا رہے ہیں۔ محمد الطاف بخاری نے کہا کہ شمالی کشمیر میں تیز رفتار ترقی کے	[262, 430, 363, 588]
headline[interactable]: نائب وزیر اعلیٰ نے متنوع	[796, 481, 900, 517]
column-8-text: سپریم کورٹ کے احکامات کے مطابق جموں و کشمیر میں ریاستی درجہ کی بحالی کا معاملہ زیر سماعت ہے۔ نائب وزیر اعلیٰ نے متنوع پروگراموں کا جائزہ لیا۔ سپریم کورٹ کے احکامات کے مطابق جموں و کشمیر میں ریاستی درجہ کی بحالی کا معاملہ زیر سماعت ہے۔ نائب وزیر اعلیٰ نے متنوع پروگراموں کا جائزہ لیا۔ سپریم کورٹ کے احکامات کے مطابق جموں و کشمیر میں ریاستی درجہ کی بحالی کا معاملہ زیر سماعت ہے۔ نائب وزیر اعلیٰ نے متنوع پروگراموں کا جائزہ لیا۔ سپریم کورٹ کے احکامات کے مطابق جموں و کشمیر میں ریاستی درجہ کی بحالی کا معاملہ زیر سماعت ہے۔ نائب وزیر اعلیٰ نے متنوع پروگراموں کا جائزہ لیا۔ سپریم کورٹ کے احکامات کے مطابق جموں و کشمیر میں ریاستی درجہ کی بحالی کا معاملہ زیر سماعت ہے۔ نائب وزیر اعلیٰ نے متنوع پروگراموں کا جائزہ لیا۔ سپریم کورٹ کے احکامات کے مطابق جموں و کشمیر میں ریاستی درجہ کی بحالی کا معاملہ زیر سماعت ہے۔ نائب وزیر اعلیٰ نے متنوع پروگراموں کا جائزہ لیا۔ سپریم کورٹ کے احکامات کے مطابق جموں و کشمیر میں ریاستی درجہ کی بحالی کا معاملہ زیر سماعت ہے۔ نائب وزیر اعلیٰ نے متنوع پروگراموں کا جائزہ لیا۔ سپریم کورٹ کے احکامات کے مطابق جموں و کشمیر میں ریاستی درجہ کی بحالی کا معاملہ زیر سماعت ہے۔ نائب وزیر اعلیٰ نے متنوع پروگراموں کا جائزہ لیا۔ سپریم کورٹ کے احکامات کے مطابق جموں و کشمیر میں ریاستی درجہ کی بحالی کا معاملہ زیر سماعت ہے۔ نائب وزیر اعلیٰ نے متنوع پروگراموں کا جائزہ لیا۔ سپریم کورٹ کے احکامات کے مطابق جموں و کشمیر میں ریاستی درجہ کی بحالی کا معاملہ زیر سماعت ہے۔ نائب وزیر اعلیٰ نے متنوع پروگراموں کا جائزہ لیا۔ سپریم کورٹ کے احکامات کے مطابق جموں و کشمیر میں ریاستی درجہ کی بحالی کا معاملہ زیر سماعت ہے۔ نائب وزیر اعلیٰ نے متنوع پروگراموں کا جائزہ لیا۔ سپریم کورٹ کے احکامات کے مطابق جموں و کشمیر میں ریاستی درجہ کی بحالی کا معاملہ زیر سماعت ہے۔ نائب وزیر اعلیٰ نے متنوع پروگراموں کا جائزہ لیا۔ سپریم کورٹ کے احکامات کے مطابق جموں و کشمیر میں ریاستی درجہ کی بحالی کا معاملہ زیر سماعت ہے۔ نائب وزیر اعلیٰ نے متنوع پروگراموں کا جائزہ لیا۔ سپریم کورٹ کے احکامات کے مطابق جموں و کشمیر میں ریاستی درجہ کی بحالی کا معاملہ زیر سماعت ہے۔ نائب وزیر اعلیٰ نے متنوع پروگراموں کا جائزہ لیا۔ سپریم کورٹ کے احکامات کے مطابق جموں و کشمیر میں ریاستی درجہ کی بحالی کا معاملہ زیر سماعت ہے۔ نائب وزیر اعلیٰ نے متنوع پروگراموں کا جائزہ لیا۔ سپریم کورٹ کے احکامات کے مطابق جموں و کشمیر میں ریاستی درجہ کی بحالی کا معاملہ زیر سماعت ہے۔ نائب وزیر اعلیٰ نے متنوع پروگراموں کا جائزہ لیا۔ سپریم کورٹ کے احکامات کے مطابق جموں و کشمیر میں ریاستی درجہ کی بحالی کا معاملہ زیر سماعت ہے۔ نائب وزیر اعلیٰ نے متنوع پروگراموں کا جائزہ لیا۔ سپریم کورٹ کے احکامات کے مطابق جموں و کشمیر میں ریاستی درجہ کی بحالی کا معاملہ زیر سماعت ہے۔ نائب وزیر اعلیٰ نے متنوع پروگراموں کا جائزہ لیا۔ سپریم کورٹ کے احکامات کے مطابق جموں و کشمیر میں ریاستی درجہ کی بحالی کا معاملہ زیر سماعت ہے۔ نائب وزیر اعلیٰ نے متنوع پروگراموں کا جائزہ لیا۔ سپریم کورٹ کے احکامات کے مطابق جموں و کشمیر میں ریاستی درجہ کی بحالی کا معاملہ زیر سماعت ہے۔ نائب	[796, 520, 900, 1031]
column-2-text: جاوید ڈار نے میونسپل کمیٹی کے کام کاج کا جائزہ لیا اور صفائی ستھرائی کے انتظامات کو بہتر بنانے کی ہدایت دی۔ عوام کو بنیادی سہولیات فراہم کرنا اولین ترجیح ہے۔ جاوید ڈار نے میونسپل کمیٹی کے کام کاج کا جائزہ لیا اور صفائی ستھرائی کے انتظامات کو بہتر بنانے کی ہدایت دی۔ عوام کو بنیادی سہولیات فراہم کرنا اولین ترجیح ہے۔ جاوید ڈار نے	[151, 866, 257, 923]
column-1-text: سرینگر نائب وزیر اعلیٰ نے محکمہ کی کارکردگی کا جائزہ لیا اور افسران کو ہدایت دی کہ ترقیاتی کاموں کو مقررہ وقت میں مکمل کیا جائے۔ اجلاس میں مختلف محکموں کے افسران نے شرکت کی۔ سرینگر نائب وزیر اعلیٰ نے محکمہ کی کارکردگی کا جائزہ لیا اور افسران کو ہدایت دی کہ ترقیاتی کاموں کو مقررہ وقت میں مکمل کیا جائے۔ اجلاس میں مختلف محکموں کے افسران نے شرکت کی۔ سرینگر نائب وزیر اعلیٰ نے محکمہ کی کارکردگی کا جائزہ لیا اور افسران کو ہدایت دی کہ ترقیاتی کاموں کو مقررہ وقت میں مکمل کیا جائے۔ اجلاس میں مختلف محکموں کے افسران نے شرکت کی۔ سرینگر نائب وزیر اعلیٰ نے محکمہ کی کارکردگی کا جائزہ لیا اور افسران کو ہدایت دی کہ ترقیاتی کاموں کو مقررہ وقت میں مکمل کیا جائے۔ اجلاس میں مختلف محکموں کے افسران نے شرکت کی۔ سرینگر نائب وزیر اعلیٰ نے محکمہ کی کارکردگی کا جائزہ لیا اور افسران کو ہدایت دی کہ ترقیاتی کاموں کو مقررہ وقت میں مکمل کیا جائے۔ اجلاس میں مختلف محکموں کے افسران نے شرکت کی۔ سرینگر نائب وزیر اعلیٰ نے محکمہ کی کارکردگی کا جائزہ لیا اور افسران کو ہدایت دی کہ ترقیاتی کاموں کو مقررہ وقت میں مکمل کیا جائے۔ اجلاس میں مختلف محکموں کے افسران نے شرکت کی۔ سرینگر نائب وزیر اعلیٰ نے محکمہ کی کارکردگی کا جائزہ لیا اور افسران کو ہدایت دی کہ ترقیاتی کاموں کو مقررہ وقت میں مکمل کیا جائے۔ اجلاس میں مختلف محکموں کے	[45, 324, 146, 554]
column-8-text: سپریم کورٹ کے احکامات کے مطابق جموں و کشمیر میں ریاستی درجہ کی بحالی کا معاملہ زیر سماعت ہے۔ نائب وزیر اعلیٰ نے متنوع پروگراموں کا جائزہ لیا۔ سپریم کورٹ کے احکامات کے مطابق جموں و کشمیر میں ریاستی درجہ کی بحالی کا معاملہ زیر سماعت ہے۔ نائب وزیر اعلیٰ نے متنوع پروگراموں کا جائزہ لیا۔ سپریم کورٹ کے احکامات کے مطابق جموں و کشمیر میں ریاستی درجہ کی بحالی کا معاملہ زیر سماعت ہے۔ نائب وزیر اعلیٰ نے متنوع پروگراموں کا جائزہ لیا۔ سپریم کورٹ کے احکامات کے مطابق جموں و کشمیر میں ریاستی درجہ کی بحالی کا معاملہ زیر سماعت ہے۔ نائب وزیر اعلیٰ نے متنوع پروگراموں کا جائزہ لیا۔ سپریم کورٹ کے احکامات کے مطابق جموں و کشمیر میں ریاستی درجہ کی بحالی کا معاملہ زیر سماعت ہے۔ نائب وزیر اعلیٰ نے متنوع پروگراموں کا جائزہ لیا۔ سپریم کورٹ کے احکامات کے مطابق جموں و کشمیر میں ریاستی درجہ کی بحالی کا معاملہ زیر سماعت ہے۔ نائب وزیر اعلیٰ نے متنوع پروگراموں کا جائزہ لیا۔ سپریم کورٹ کے احکامات کے مطابق جموں و کشمیر میں ریاستی درجہ کی بحالی کا معاملہ زیر سماعت ہے۔ نائب وزیر اعلیٰ نے متنوع پروگراموں کا جائزہ لیا۔ سپریم کورٹ کے احکامات کے مطابق جموں و کشمیر میں ریاستی درجہ کی بحالی کا معاملہ زیر سماعت ہے۔ نائب وزیر اعلیٰ نے متنوع پروگراموں کا جائزہ لیا۔ سپریم کورٹ کے احکامات کے مطابق جموں و کشمیر میں ریاستی درجہ کی بحالی کا معاملہ زیر سماعت ہے۔ نائب وزیر اعلیٰ نے متنوع پروگراموں کا جائزہ لیا۔ سپریم کورٹ کے احکامات کے مطابق جموں و کشمیر میں ریاستی درجہ کی بحالی کا معاملہ زیر سماعت ہے۔ نائب وزیر اعلیٰ نے متنوع پروگراموں کا جائزہ لیا۔ سپریم کورٹ کے احکامات کے مطابق جموں و کشمیر میں ریاستی درجہ کی بحالی کا معاملہ زیر سماعت ہے۔ نائب وزیر اعلیٰ نے متنوع پروگراموں کا جائزہ لیا۔ سپریم کورٹ کے احکامات کے مطابق جموں و کشمیر میں ریاستی درجہ کی بحالی کا معاملہ زیر سماعت ہے۔ نائب وزیر اعلیٰ نے متنوع پروگراموں کا جائزہ لیا۔ سپریم کورٹ کے احکامات کے	[796, 1074, 900, 1391]
column-6-text: بھارت اور امریکہ کے درمیان ٹیرف معاملات پر بات چیت جاری ہے۔ پولیس نے 25 لاکھ روپے مالیت کی منشیات ضبط کی اور ملزمان کو گرفتار کیا۔ بھارت اور امریکہ کے درمیان ٹیرف معاملات پر بات چیت جاری ہے۔ پولیس نے 25 لاکھ روپے مالیت کی منشیات ضبط کی اور ملزمان کو گرفتار کیا۔ بھارت اور امریکہ کے درمیان ٹیرف معاملات پر بات چیت جاری ہے۔ پولیس نے 25 لاکھ روپے مالیت کی منشیات ضبط کی اور ملزمان کو گرفتار کیا۔ بھارت اور امریکہ کے درمیان ٹیرف معاملات پر بات چیت جاری ہے۔ پولیس نے 25 لاکھ روپے مالیت کی منشیات ضبط کی اور ملزمان کو گرفتار کیا۔ بھارت اور امریکہ کے درمیان ٹیرف معاملات پر بات چیت جاری ہے۔ پولیس نے 25 لاکھ روپے مالیت کی منشیات ضبط کی اور ملزمان کو گرفتار کیا۔ بھارت اور امریکہ کے درمیان ٹیرف معاملات پر بات چیت جاری ہے۔ پولیس نے 25 لاکھ روپے مالیت کی منشیات ضبط کی اور ملزمان کو گرفتار کیا۔ بھارت اور امریکہ کے درمیان ٹیرف معاملات پر بات چیت جاری ہے۔ پولیس نے 25 لاکھ روپے مالیت کی منشیات ضبط کی اور ملزمان کو گرفتار کیا۔ بھارت اور امریکہ کے درمیان ٹیرف معاملات پر بات چیت جاری ہے۔ پولیس نے 25 لاکھ روپے مالیت کی منشیات ضبط کی اور ملزمان کو گرفتار کیا۔ بھارت اور امریکہ کے درمیان ٹیرف معاملات پر بات چیت جاری ہے۔ پولیس نے 25 لاکھ روپے مالیت کی منشیات ضبط کی اور ملزمان کو گرفتار کیا۔ بھارت اور امریکہ کے درمیان ٹیرف معاملات پر بات چیت جاری ہے۔ پولیس نے 25 لاکھ روپے مالیت کی منشیات ضبط کی اور ملزمان کو گرفتار کیا۔ بھارت اور امریکہ کے درمیان ٹیرف معاملات پر بات چیت جاری ہے۔ پولیس نے 25 لاکھ روپے مالیت کی منشیات ضبط کی اور ملزمان کو گرفتار کیا۔ بھارت اور امریکہ کے درمیان ٹیرف معاملات پر بات چیت جاری ہے۔ پولیس نے 25 لاکھ روپے مالیت کی منشیات ضبط کی اور ملزمان کو گرفتار کیا۔ بھارت اور امریکہ کے درمیان ٹیرف معاملات پر بات چیت جاری ہے۔ پولیس نے 25 لاکھ روپے مالیت کی منشیات ضبط کی اور ملزمان کو گرفتار کیا۔ بھارت اور امریکہ کے درمیان ٹیرف معاملات پر بات چیت جاری ہے۔ پولیس نے 25 لاکھ روپے مالیت کی منشیات ضبط کی اور ملزمان کو گرفتار کیا۔ بھارت اور امریکہ کے درمیان ٹیرف معاملات پر بات چیت جاری ہے۔ پولیس نے 25 لاکھ روپے مالیت کی منشیات ضبط کی اور ملزمان کو گرفتار کیا۔ بھارت اور امریکہ کے درمیان ٹیرف معاملات پر بات چیت جاری ہے۔ پولیس نے 25 لاکھ روپے مالیت کی منشیات ضبط کی اور ملزمان کو گرفتار کیا۔ بھارت اور امریکہ کے درمیان ٹیرف معاملات پر بات چیت جاری ہے۔ پولیس نے 25 لاکھ روپے مالیت کی منشیات ضبط کی اور ملزمان کو گرفتار کیا۔ بھارت اور امریکہ کے درمیان ٹیرف معاملات پر بات چیت جاری ہے۔ پولیس نے 25 لاکھ روپے مالیت کی منشیات ضبط کی اور ملزمان کو گرفتار کیا۔ بھارت اور امریکہ کے درمیان ٹیرف معاملات پر بات چیت جاری ہے۔ پولیس نے 25 لاکھ روپے مالیت کی منشیات ضبط کی اور ملزمان کو گرفتار کیا۔ بھارت اور امریکہ کے درمیان ٹیرف معاملات پر بات چیت جاری ہے۔ پولیس نے 25 لاکھ روپے مالیت کی منشیات ضبط کی اور ملزمان کو گرفتار کیا۔ بھارت اور امریکہ کے درمیان ٹیرف معاملات پر بات چیت جاری ہے۔ پولیس نے 25 لاکھ روپے مالیت کی منشیات ضبط کی اور ملزمان کو گرفتار	[584, 577, 686, 1088]
column-2-text: جاوید ڈار نے میونسپل کمیٹی کے کام کاج کا جائزہ لیا اور صفائی ستھرائی کے انتظامات کو بہتر بنانے کی ہدایت دی۔ عوام کو بنیادی سہولیات فراہم کرنا اولین ترجیح ہے۔ جاوید ڈار نے میونسپل کمیٹی کے کام کاج کا جائزہ لیا اور صفائی ستھرائی کے انتظامات کو بہتر بنانے کی ہدایت دی۔ عوام کو بنیادی سہولیات فراہم کرنا اولین ترجیح ہے۔ جاوید ڈار نے میونسپل کمیٹی کے کام کاج کا جائزہ لیا اور صفائی ستھرائی کے انتظامات کو بہتر بنانے کی ہدایت دی۔ عوام کو بنیادی سہولیات فراہم کرنا اولین ترجیح ہے۔ جاوید ڈار نے میونسپل کمیٹی کے کام کاج کا جائزہ لیا اور صفائی ستھرائی کے انتظامات کو بہتر بنانے کی ہدایت دی۔ عوام کو بنیادی سہولیات فراہم کرنا اولین ترجیح ہے۔ جاوید ڈار نے میونسپل کمیٹی کے کام کاج کا جائزہ لیا اور صفائی ستھرائی کے انتظامات کو بہتر بنانے کی ہدایت دی۔ عوام کو بنیادی سہولیات فراہم کرنا اولین ترجیح ہے۔ جاوید ڈار نے میونسپل کمیٹی کے کام کاج کا جائزہ لیا	[151, 56, 257, 199]
footer-notice-text: قارئین کے لئے اطلاع.......: روزنامہ آفتاب میں تمام اشتہارات نیک نیتی کے ساتھ شائع کئے جارہے ہیں ادارہ کسی غلط نتیجے کا ذمہ دار نہیں ہے، اگر کوئی فرم یا کمپنی ادارہ یا فرد وغیرہ رقم طلب کرے تو اس کے لئے اچھی طرح چھان بین کریں.......	[222, 1405, 890, 1413]
column-1-text: سرینگر نائب وزیر اعلیٰ نے محکمہ کی کارکردگی کا جائزہ لیا اور افسران کو ہدایت دی کہ ترقیاتی کاموں کو مقررہ وقت میں مکمل کیا جائے۔ اجلاس میں مختلف محکموں کے افسران نے شرکت کی۔ سرینگر نائب وزیر اعلیٰ نے محکمہ کی کارکردگی کا جائزہ لیا اور افسران کو ہدایت دی کہ ترقیاتی کاموں کو مقررہ وقت میں مکمل کیا جائے۔ اجلاس میں مختلف محکموں کے افسران نے شرکت کی۔ سرینگر نائب وزیر اعلیٰ نے محکمہ کی کارکردگی کا جائزہ لیا اور افسران کو ہدایت دی کہ ترقیاتی کاموں کو مقررہ وقت میں مکمل کیا جائے۔ اجلاس میں مختلف محکموں کے افسران نے شرکت کی۔	[45, 616, 146, 717]
footer-signature: انچارج اشتہارات	[55, 1405, 101, 1413]
headline[interactable]: کانگریس نے ایجنسی کے لئے	[584, 222, 686, 260]
admission-note: PLEASE NOTE: Admission will be purely on the basis of first come first serve basis.	[49, 1192, 356, 1203]
column-3-text: محمد الطاف بخاری نے کہا کہ شمالی کشمیر میں تیز رفتار ترقی کے لئے حکومت	[262, 912, 363, 926]
salient-title: Salient Features:	[169, 1206, 236, 1216]
headline[interactable]: محمد الطاف بخاری اور	[262, 296, 363, 333]
column-1-text: سرینگر نائب وزیر اعلیٰ نے محکمہ کی کارکردگی کا جائزہ لیا اور افسران کو ہدایت دی کہ ترقیاتی کاموں کو مقررہ وقت میں مکمل کیا جائے۔ اجلاس میں مختلف محکموں کے افسران نے شرکت کی۔ سرینگر نائب وزیر اعلیٰ نے محکمہ کی کارکردگی کا جائزہ لیا اور افسران کو ہدایت دی کہ ترقیاتی کاموں کو مقررہ وقت میں مکمل کیا جائے۔ اجلاس میں مختلف محکموں کے افسران نے شرکت کی۔ سرینگر نائب وزیر اعلیٰ نے محکمہ کی کارکردگی کا جائزہ لیا اور افسران کو ہدایت دی کہ ترقیاتی کاموں کو مقررہ وقت میں مکمل کیا جائے۔ اجلاس میں مختلف محکموں کے افسران نے شرکت کی۔ سرینگر نائب وزیر اعلیٰ نے محکمہ کی کارکردگی کا جائزہ لیا اور افسران کو ہدایت دی کہ ترقیاتی کاموں کو مقررہ وقت میں مکمل کیا جائے۔ اجلاس میں مختلف محکموں کے افسران نے شرکت کی۔ سرینگر نائب وزیر اعلیٰ نے محکمہ کی کارکردگی کا جائزہ لیا اور افسران کو ہدایت دی کہ ترقیاتی کاموں کو مقررہ وقت میں مکمل کیا جائے۔ اجلاس میں مختلف محکموں کے افسران نے شرکت	[45, 763, 146, 928]
paper-name: The Daily Aftab Srinagar	[64, 35, 190, 49]
page-number: 11	[44, 34, 60, 50]
contact-label: For further details please contact:	[121, 1331, 284, 1343]
column-5-text: لیفٹیننٹ گورنر کی زیر صدارت اجلاس میں سیکورٹی صورتحال کا جائزہ لیا گیا۔ محکمہ موسمیات نے 8 اکتوبر تک موسمی صورتحال کے بارے میں پیش گوئی کی ہے۔ لیفٹیننٹ گورنر کی زیر صدارت اجلاس میں سیکورٹی صورتحال کا جائزہ لیا گیا۔ محکمہ موسمیات نے 8 اکتوبر تک موسمی صورتحال کے بارے میں پیش گوئی کی ہے۔ لیفٹیننٹ گورنر کی زیر صدارت اجلاس میں سیکورٹی صورتحال کا جائزہ لیا گیا۔ محکمہ موسمیات نے 8 اکتوبر تک موسمی صورتحال کے بارے میں پیش گوئی کی ہے۔ لیفٹیننٹ گورنر کی زیر صدارت اجلاس میں سیکورٹی صورتحال کا جائزہ لیا گیا۔ محکمہ موسمیات نے 8 اکتوبر تک موسمی صورتحال کے بارے میں پیش گوئی کی ہے۔ لیفٹیننٹ گورنر کی زیر صدارت اجلاس میں سیکورٹی صورتحال کا جائزہ لیا گیا۔ محکمہ موسمیات نے 8 اکتوبر تک موسمی صورتحال کے بارے میں پیش گوئی کی ہے۔ لیفٹیننٹ گورنر کی زیر صدارت اجلاس میں سیکورٹی صورتحال کا جائزہ لیا گیا۔ محکمہ موسمیات نے 8	[475, 977, 579, 1128]
ad-locations: KARAN NAGAR/ RAINAWARI/ NATIPORA	[75, 995, 330, 1010]
headline[interactable]: جموں میں ڈینگی بیماری	[262, 873, 363, 910]
column-3-text: محمد الطاف بخاری نے کہا کہ شمالی کشمیر میں تیز رفتار ترقی کے لئے حکومت اقدامات کر رہی ہے۔ لوگوں کے مسائل حل کرنے کے لئے عوامی دربار منعقد کئے جا رہے ہیں۔ محمد الطاف بخاری نے کہا کہ شمالی کشمیر میں تیز رفتار ترقی کے لئے حکومت اقدامات کر رہی ہے۔ لوگوں کے مسائل حل	[262, 335, 363, 386]
academic-year: ACADEMIC YEAR 2025-26	[100, 1076, 306, 1090]
column-4-text: ووٹنگ 11 نومبر کو ہوگی اور نتائج کا اعلان بعد میں کیا جائے گا۔ الیکشن کمیشن نے تمام تیاریاں مکمل کر لی ہیں اور ضابطہ اخلاق نافذ ہو گیا ہے۔ ووٹنگ 11 نومبر کو ہوگی اور نتائج کا اعلان بعد میں کیا جائے گا۔ الیکشن کمیشن نے تمام تیاریاں مکمل کر لی ہیں اور ضابطہ اخلاق نافذ ہو گیا ہے۔ ووٹنگ 11 نومبر کو ہوگی اور نتائج کا اعلان بعد میں کیا جائے گا۔ الیکشن کمیشن نے تمام تیاریاں مکمل کر لی ہیں اور ضابطہ اخلاق نافذ ہو گیا ہے۔ ووٹنگ 11 نومبر کو ہوگی اور نتائج کا اعلان بعد میں کیا جائے گا۔ الیکشن کمیشن نے تمام تیاریاں مکمل کر لی ہیں اور ضابطہ اخلاق نافذ ہو گیا ہے۔ ووٹنگ 11 نومبر کو ہوگی اور نتائج کا اعلان بعد میں کیا جائے گا۔ الیکشن کمیشن نے تمام تیاریاں مکمل کر لی ہیں اور ضابطہ اخلاق نافذ ہو گیا ہے۔ ووٹنگ 11 نومبر کو ہوگی اور نتائج کا اعلان بعد میں کیا جائے گا۔ الیکشن کمیشن نے تمام تیاریاں مکمل کر لی ہیں اور ضابطہ اخلاق نافذ ہو گیا ہے۔ ووٹنگ 11 نومبر کو ہوگی اور نتائج کا اعلان بعد میں کیا جائے گا۔ الیکشن کمیشن نے تمام تیاریاں مکمل کر لی ہیں اور ضابطہ اخلاق نافذ ہو گیا ہے۔ ووٹنگ 11 نومبر کو ہوگی اور نتائج کا اعلان بعد میں کیا جائے گا۔ الیکشن کمیشن نے تمام تیاریاں مکمل کر لی ہیں اور ضابطہ اخلاق نافذ ہو گیا ہے۔ ووٹنگ 11 نومبر کو ہوگی اور نتائج کا اعلان بعد میں کیا جائے گا۔ الیکشن کمیشن نے تمام تیاریاں مکمل کر لی ہیں اور ضابطہ اخلاق نافذ ہو گیا ہے۔ ووٹنگ 11 نومبر کو ہوگی اور نتائج کا اعلان بعد میں کیا جائے گا۔ الیکشن کمیشن نے تمام تیاریاں مکمل کر لی ہیں اور ضابطہ اخلاق نافذ ہو گیا ہے۔ ووٹنگ 11 نومبر کو ہوگی اور نتائج کا اعلان بعد میں کیا جائے گا۔ الیکشن کمیشن نے تمام تیاریاں مکمل کر لی ہیں اور ضابطہ اخلاق نافذ ہو گیا ہے۔ ووٹنگ 11 نومبر کو ہوگی اور نتائج کا اعلان بعد میں کیا جائے گا۔ الیکشن کمیشن نے تمام تیاریاں مکمل کر لی ہیں اور ضابطہ اخلاق نافذ ہو گیا ہے۔ ووٹنگ 11 نومبر کو ہوگی اور نتائج کا اعلان بعد میں کیا جائے گا۔ الیکشن کمیشن نے تمام تیاریاں مکمل کر لی ہیں اور ضابطہ اخلاق نافذ ہو گیا ہے۔ ووٹنگ 11 نومبر کو ہوگی اور نتائج کا اعلان بعد میں کیا جائے گا۔ الیکشن کمیشن نے تمام تیاریاں مکمل کر لی ہیں اور ضابطہ اخلاق نافذ ہو گیا ہے۔ ووٹنگ 11 نومبر کو ہوگی اور نتائج کا اعلان بعد میں کیا جائے گا۔ الیکشن کمیشن نے تمام تیاریاں مکمل کر لی ہیں اور ضابطہ اخلاق نافذ ہو گیا ہے۔ ووٹنگ 11 نومبر کو ہوگی اور نتائج کا اعلان بعد میں کیا جائے گا۔ الیکشن کمیشن نے تمام تیاریاں مکمل کر لی ہیں اور ضابطہ اخلاق نافذ ہو گیا ہے۔ ووٹنگ 11 نومبر کو ہوگی اور نتائج کا اعلان بعد میں کیا جائے گا۔ الیکشن کمیشن نے تمام تیاریاں مکمل کر لی ہیں اور ضابطہ اخلاق نافذ ہو گیا ہے۔ ووٹنگ 11 نومبر کو ہوگی اور نتائج کا اعلان بعد میں کیا جائے گا۔ الیکشن کمیشن نے تمام تیاریاں مکمل کر لی ہیں اور ضابطہ اخلاق نافذ ہو گیا ہے۔ ووٹنگ 11 نومبر کو ہوگی اور نتائج کا اعلان بعد میں کیا جائے گا۔ الیکشن کمیشن نے تمام تیاریاں مکمل کر لی ہیں اور ضابطہ اخلاق نافذ ہو گیا ہے۔ ووٹنگ 11 نومبر کو ہوگی اور نتائج کا اعلان بعد میں کیا جائے گا۔ الیکشن کمیشن نے تمام تیاریاں مکمل کر لی ہیں اور ضابطہ اخلاق نافذ ہو گیا ہے۔ ووٹنگ 11 نومبر کو ہوگی اور نتائج کا اعلان بعد میں کیا جائے گا۔ الیکشن کمیشن نے تمام تیاریاں مکمل کر لی ہیں اور ضابطہ اخلاق نافذ ہو گیا ہے۔ ووٹنگ 11 نومبر کو ہوگی اور نتائج کا اعلان بعد میں کیا جائے گا۔ الیکشن کمیشن نے تمام تیاریاں	[368, 56, 470, 588]
column-6-text: بھارت اور امریکہ کے درمیان ٹیرف معاملات پر بات چیت جاری ہے۔ پولیس نے 25 لاکھ روپے مالیت کی منشیات ضبط کی اور ملزمان کو گرفتار کیا۔ بھارت اور امریکہ کے درمیان ٹیرف معاملات پر بات چیت جاری ہے۔ پولیس نے 25 لاکھ روپے مالیت کی منشیات ضبط کی اور ملزمان کو گرفتار کیا۔ بھارت اور امریکہ کے درمیان ٹیرف معاملات پر بات چیت جاری ہے۔ پولیس نے 25 لاکھ روپے مالیت کی منشیات ضبط کی اور ملزمان کو گرفتار کیا۔ بھارت اور امریکہ کے درمیان ٹیرف معاملات پر بات چیت جاری ہے۔ پولیس نے 25 لاکھ روپے مالیت کی منشیات ضبط کی اور ملزمان کو گرفتار کیا۔ بھارت اور امریکہ کے درمیان ٹیرف معاملات پر بات چیت جاری ہے۔ پولیس نے 25 لاکھ روپے مالیت کی منشیات ضبط کی اور ملزمان کو گرفتار کیا۔ بھارت اور امریکہ کے درمیان ٹیرف معاملات پر بات چیت جاری ہے۔ پولیس نے 25 لاکھ روپے مالیت کی منشیات ضبط کی اور ملزمان کو گرفتار کیا۔ بھارت اور امریکہ کے درمیان ٹیرف معاملات پر بات چیت جاری ہے۔ پولیس نے 25 لاکھ روپے مالیت کی منشیات ضبط کی اور ملزمان کو گرفتار کیا۔ بھارت اور امریکہ کے درمیان ٹیرف معاملات پر بات چیت جاری ہے۔ پولیس نے 25 لاکھ روپے مالیت کی منشیات ضبط کی اور ملزمان کو گرفتار کیا۔ بھارت اور امریکہ کے درمیان ٹیرف معاملات پر بات چیت جاری ہے۔ پولیس نے 25	[584, 324, 686, 533]
headline[interactable]: سردی کی دستک، درجہ حرارت	[690, 456, 791, 492]
column-divider	[793, 56, 794, 1394]
column-divider	[688, 56, 689, 1394]
contact-phones[interactable]: 0194-2477995, 9419038444, 9906693460	[71, 1343, 334, 1360]
admission-info: Admission forms for Caset Experimental School, Karan Nagar from classes Pre-Nursery to 9th are available in CASET Head Office, Shiv Bhawan, Gole Market, Karan Nagar from 10:00 am to 3:00 pm on all working days.	[67, 1096, 350, 1124]
facilities-text: OUTDOOR GYM | INDOOR GYM | BASKETBALL | VOLLEY BALL | FOOTBALL | TABLE TENNIS | BADMINTON COURTS | SEPARATE SWIMMING POOLS FOR BOYS & GIRLS	[65, 1286, 340, 1322]
admission-open: ADMISSION OPEN	[100, 1019, 306, 1040]
headline[interactable]: 11 اور 12 اکتوبر کو لیک	[262, 701, 363, 738]
headline[interactable]: سٹیل شہرہ کا کھلاگام	[151, 326, 257, 363]
admission-classes: FROM CLASSES PRE-NURSERY to 9th	[128, 1041, 277, 1076]
column-1-text: سرینگر نائب وزیر اعلیٰ نے محکمہ کی کارکردگی کا جائزہ لیا اور افسران کو ہدایت دی کہ ترقیاتی کاموں کو مقررہ وقت میں مکمل کیا جائے۔ اجلاس میں مختلف محکموں کے افسران نے شرکت کی۔ سرینگر نائب وزیر اعلیٰ نے محکمہ کی کارکردگی کا جائزہ لیا اور افسران کو ہدایت دی کہ ترقیاتی کاموں کو مقررہ وقت میں مکمل کیا جائے۔ اجلاس میں مختلف محکموں کے افسران نے شرکت کی۔ سرینگر نائب وزیر اعلیٰ نے محکمہ کی کارکردگی کا جائزہ لیا اور افسران کو ہدایت دی کہ ترقیاتی کاموں کو مقررہ وقت میں مکمل کیا جائے۔ اجلاس میں مختلف محکموں کے افسران نے شرکت کی۔ سرینگر نائب وزیر اعلیٰ نے محکمہ کی کارکردگی کا جائزہ لیا اور افسران کو ہدایت دی کہ ترقیاتی کاموں کو مقررہ وقت میں مکمل کیا جائے۔ اجلاس میں مختلف محکموں کے افسران نے شرکت کی۔ سرینگر نائب وزیر اعلیٰ نے محکمہ کی کارکردگی کا جائزہ لیا اور افسران کو ہدایت دی کہ ترقیاتی کاموں کو مقررہ وقت میں مکمل کیا جائے۔ اجلاس میں مختلف محکموں کے افسران نے شرکت کی۔ سرینگر نائب وزیر اعلیٰ نے محکمہ کی کارکردگی کا جائزہ لیا اور افسران کو ہدایت دی کہ ترقیاتی کاموں کو مقررہ وقت میں مکمل کیا جائے۔ اجلاس میں مختلف محکموں کے افسران نے شرکت کی۔ سرینگر نائب وزیر اعلیٰ نے محکمہ کی کارکردگی کا جائزہ لیا اور افسران کو ہدایت دی کہ ترقیاتی کاموں کو مقررہ وقت میں مکمل کیا	[45, 56, 146, 279]
headline[interactable]: جموں و کشمیر کی چار خالی	[368, 1100, 470, 1136]
headline[interactable]: جاوید ڈار نے میونسپل کمیٹی	[151, 205, 257, 242]
ad-header	[47, 938, 358, 1013]
newspaper-logo: آفتاب	[447, 29, 497, 53]
column-6	[584, 56, 686, 1394]
column-6-text: بھارت اور امریکہ کے درمیان ٹیرف معاملات پر بات چیت جاری ہے۔ پولیس نے 25 لاکھ	[584, 262, 686, 276]
column-divider	[472, 56, 473, 1394]
headline[interactable]: مال و دارالحکومت کی آمد	[45, 562, 146, 614]
headline[interactable]: 8 اکتوبر تک موسمی صورتحال	[475, 610, 579, 661]
